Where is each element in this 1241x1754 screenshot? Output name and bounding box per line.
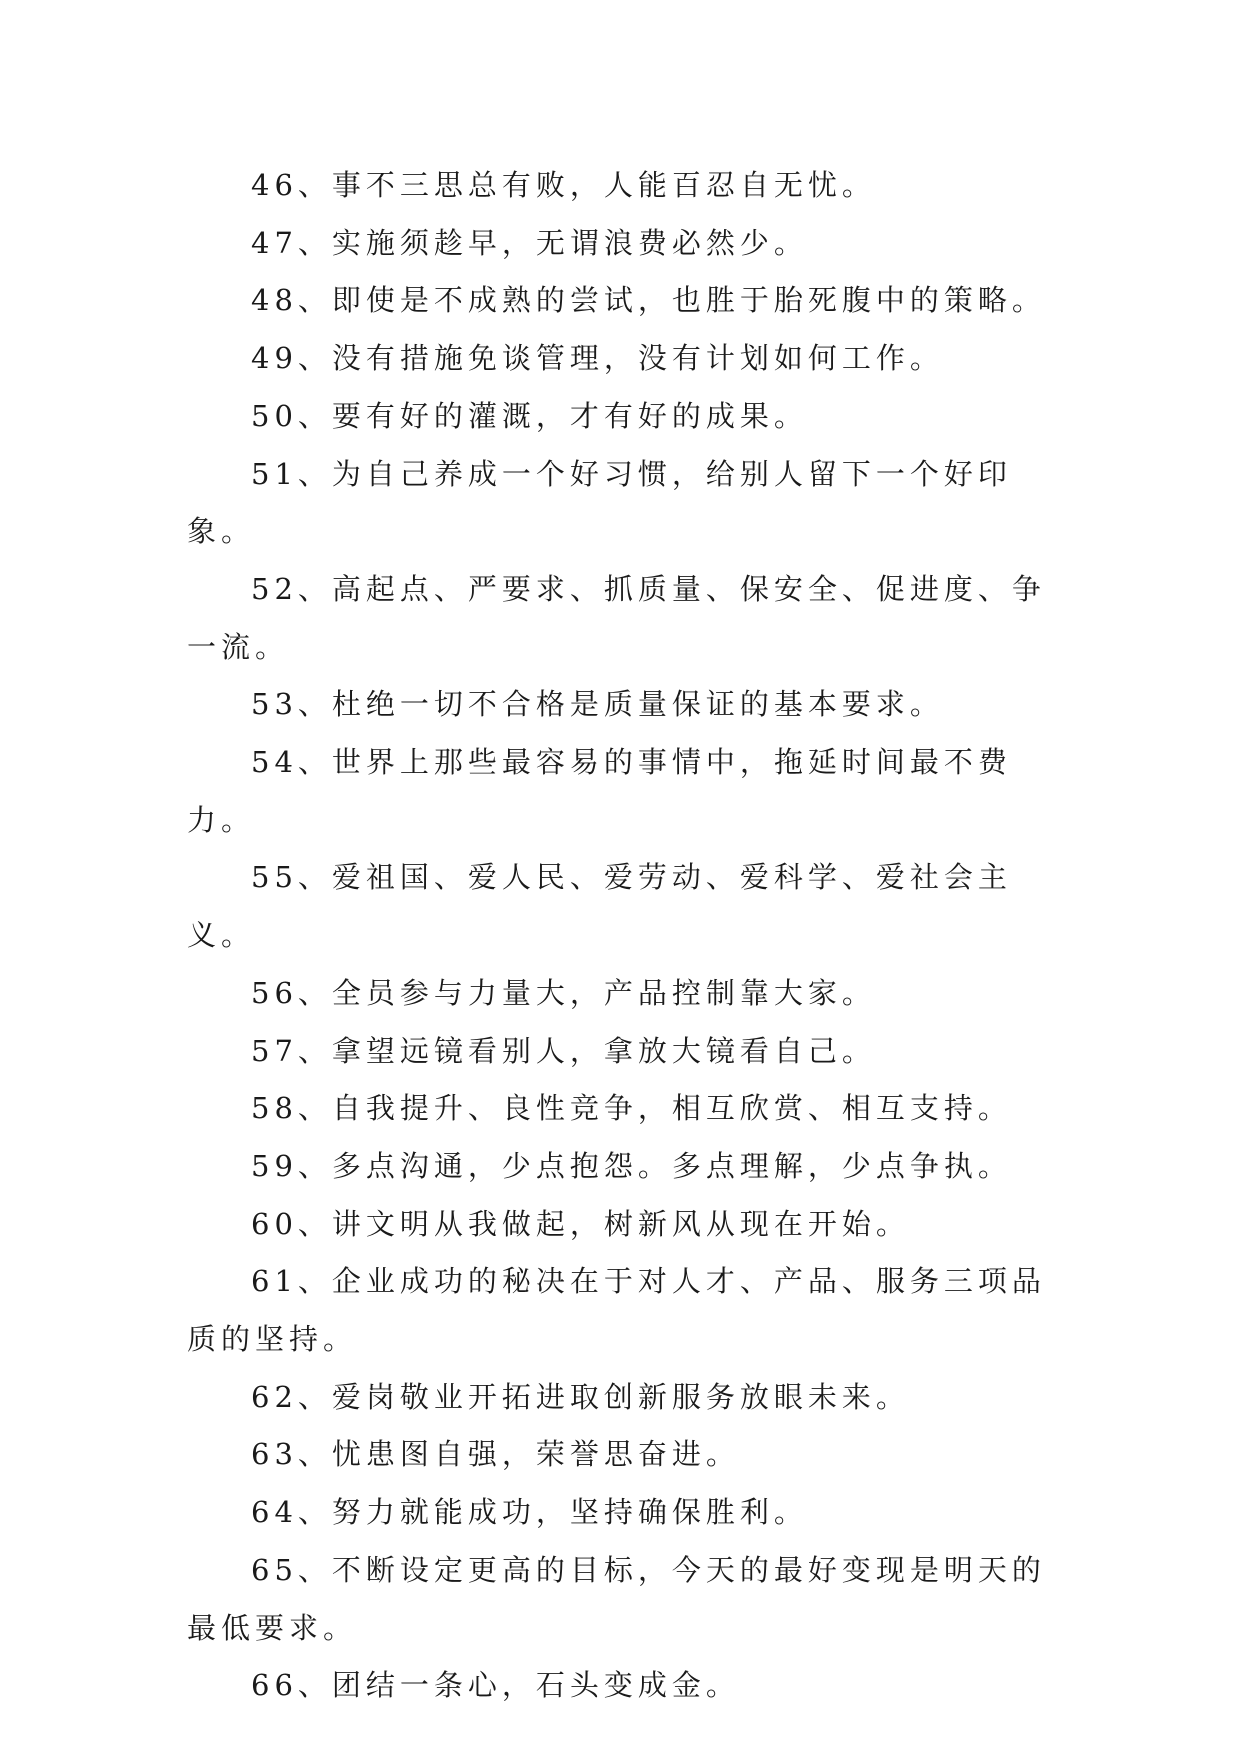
slogan-paragraph-54: 54、世界上那些最容易的事情中，拖延时间最不费力。 [187,745,1012,837]
slogan-paragraph-64: 64、努力就能成功，坚持确保胜利。 [251,1495,808,1530]
document-body [187,157,1055,1715]
slogan-paragraph-46: 46、事不三思总有败，人能百忍自无忧。 [251,168,876,202]
slogan-paragraph-61: 61、企业成功的秘决在于对人才、产品、服务三项品质的坚持。 [187,1264,1046,1357]
slogan-paragraph-62: 62、爱岗敬业开拓进取创新服务放眼未来。 [251,1379,910,1414]
slogan-paragraph-53: 53、杜绝一切不合格是质量保证的基本要求。 [251,687,944,722]
slogan-paragraph-48: 48、即使是不成熟的尝试，也胜于胎死腹中的策略。 [251,283,1046,318]
slogan-paragraph-58: 58、自我提升、良性竞争，相互欣赏、相互支持。 [251,1091,1012,1126]
slogan-paragraph-65: 65、不断设定更高的目标，今天的最好变现是明天的最低要求。 [187,1552,1046,1645]
slogan-paragraph-57: 57、拿望远镜看别人，拿放大镜看自己。 [251,1033,876,1068]
slogan-paragraph-52: 52、高起点、严要求、抓质量、保安全、促进度、争一流。 [187,571,1046,664]
slogan-paragraph-51: 51、为自己养成一个好习惯，给别人留下一个好印象。 [187,456,1012,549]
slogan-paragraph-55: 55、爱祖国、爱人民、爱劳动、爱科学、爱社会主义。 [187,860,1012,953]
slogan-paragraph-49: 49、没有措施免谈管理，没有计划如何工作。 [251,341,944,376]
slogan-paragraph-60: 60、讲文明从我做起，树新风从现在开始。 [251,1206,910,1241]
slogan-paragraph-59: 59、多点沟通，少点抱怨。多点理解，少点争执。 [251,1148,1012,1183]
slogan-paragraph-63: 63、忧患图自强，荣誉思奋进。 [251,1437,740,1472]
slogan-paragraph-50: 50、要有好的灌溉，才有好的成果。 [251,398,808,433]
slogan-paragraph-66: 66、团结一条心，石头变成金。 [251,1668,740,1703]
slogan-paragraph-47: 47、实施须趁早，无谓浪费必然少。 [251,225,808,260]
slogan-paragraph-56: 56、全员参与力量大，产品控制靠大家。 [251,975,876,1010]
